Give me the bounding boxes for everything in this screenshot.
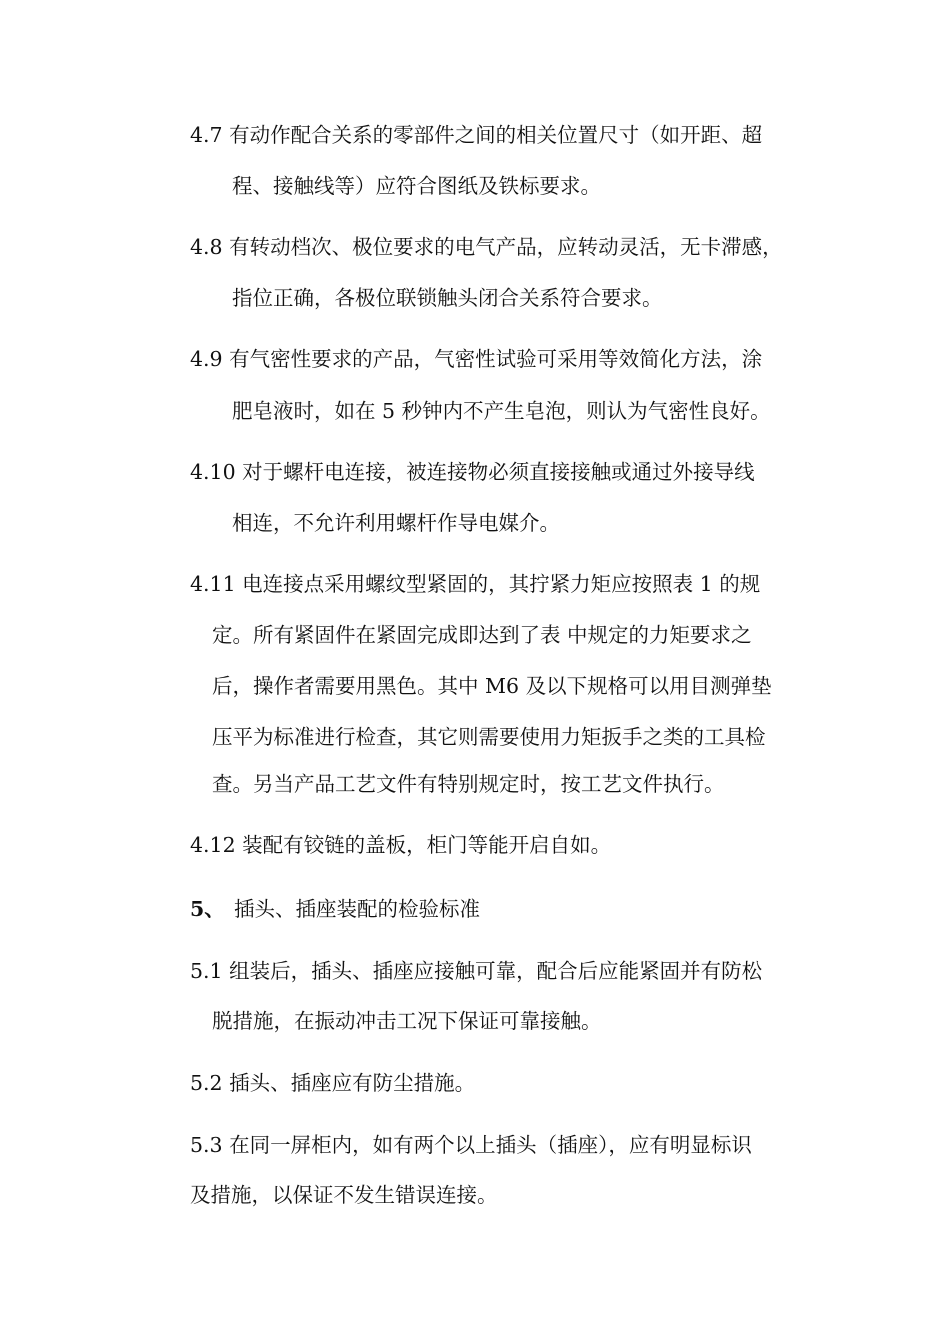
clause-4-9-line-1: 4.9 有气密性要求的产品，气密性试验可采用等效简化方法，涂: [190, 347, 763, 371]
section-5-title: 插头、插座装配的检验标准: [234, 897, 480, 921]
clause-4-7-line-1: 4.7 有动作配合关系的零部件之间的相关位置尺寸（如开距、超: [190, 123, 763, 147]
clause-4-11-line-2: 定。所有紧固件在紧固完成即达到了表 中规定的力矩要求之: [212, 623, 752, 647]
clause-5-3-line-1: 5.3 在同一屏柜内，如有两个以上插头（插座），应有明显标识: [190, 1133, 752, 1157]
clause-4-10-line-1: 4.10 对于螺杆电连接，被连接物必须直接接触或通过外接导线: [190, 460, 755, 484]
clause-5-3-line-2: 及措施，以保证不发生错误连接。: [190, 1183, 498, 1207]
clause-4-11-line-5: 查。另当产品工艺文件有特别规定时，按工艺文件执行。: [212, 772, 725, 796]
clause-4-8-line-2: 指位正确，各极位联锁触头闭合关系符合要求。: [232, 286, 663, 310]
clause-5-1-line-1: 5.1 组装后，插头、插座应接触可靠，配合后应能紧固并有防松: [190, 959, 763, 983]
clause-4-11-line-3: 后，操作者需要用黑色。其中 M6 及以下规格可以用目测弹垫: [212, 674, 772, 698]
clause-5-1-line-2: 脱措施，在振动冲击工况下保证可靠接触。: [212, 1009, 602, 1033]
clause-4-12-line-1: 4.12 装配有铰链的盖板，柜门等能开启自如。: [190, 833, 612, 857]
clause-4-8-line-1: 4.8 有转动档次、极位要求的电气产品，应转动灵活，无卡滞感，: [190, 235, 783, 259]
section-5-number: 5、: [190, 897, 225, 921]
clause-4-9-line-2: 肥皂液时，如在 5 秒钟内不产生皂泡，则认为气密性良好。: [232, 399, 771, 423]
clause-4-7-line-2: 程、接触线等）应符合图纸及铁标要求。: [232, 174, 601, 198]
clause-4-11-line-1: 4.11 电连接点采用螺纹型紧固的，其拧紧力矩应按照表 1 的规: [190, 572, 761, 596]
clause-4-10-line-2: 相连，不允许利用螺杆作导电媒介。: [232, 511, 560, 535]
clause-4-11-line-4: 压平为标准进行检查，其它则需要使用力矩扳手之类的工具检: [212, 725, 766, 749]
clause-5-2-line-1: 5.2 插头、插座应有防尘措施。: [190, 1071, 476, 1095]
